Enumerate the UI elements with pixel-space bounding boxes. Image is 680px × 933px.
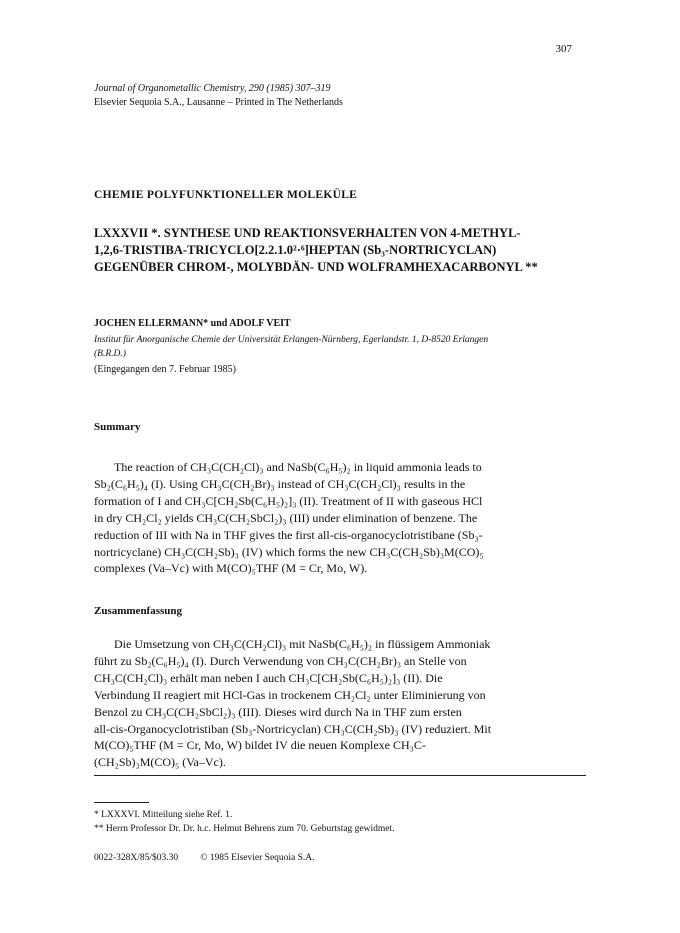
bottom-line (94, 853, 315, 863)
zusammenfassung-line: M(CO)₅THF (M = Cr, Mo, W) bildet IV die neuen Komplexe CH₃C- (94, 738, 426, 753)
title-line: 1,2,6-TRISTIBA-TRICYCLO[2.2.1.0²·⁶]HEPTAN (Sb₃-NORTRICYCLAN) (94, 243, 497, 257)
zusammenfassung-line: Benzol zu CH₃C(CH₂SbCl₂)₃ (III). Dieses wird durch Na in THF zum ersten (94, 704, 462, 719)
summary-line: Sb₂(C₆H₅)₄ (I). Using CH₃C(CH₂Br)₃ instead of CH₃C(CH₂Cl)₃ results in the (94, 476, 466, 491)
series-title: CHEMIE POLYFUNKTIONELLER MOLEKÜLE (94, 189, 358, 201)
footnote: * LXXXVI. Mitteilung siehe Ref. 1. (94, 810, 233, 820)
page-number: 307 (555, 43, 572, 55)
zusammenfassung-paragraph (94, 636, 586, 771)
publisher-line: Elsevier Sequoia S.A., Lausanne – Printed in The Netherlands (94, 97, 343, 108)
article-title (94, 225, 594, 276)
summary-line: complexes (Va–Vc) with M(CO)₅THF (M = Cr, Mo, W). (94, 561, 368, 576)
zusammenfassung-line: Verbindung II reagiert mit HCl-Gas in trockenem CH₂Cl₂ unter Eliminierung von (94, 687, 486, 702)
summary-line: in dry CH₂Cl₂ yields CH₃C(CH₂SbCl₂)₃ (III) under elimination of benzene. The (94, 510, 478, 525)
zusammenfassung-line: CH₃C(CH₂Cl)₃ erhält man neben I auch CH₃C[CH₂Sb(C₆H₅)₂]₃ (II). Die (94, 670, 443, 685)
zusammenfassung-line: führt zu Sb₂(C₆H₅)₄ (I). Durch Verwendung von CH₃C(CH₂Br)₃ an Stelle von (94, 653, 467, 668)
affiliation (94, 333, 594, 361)
copyright: © 1985 Elsevier Sequoia S.A. (200, 853, 315, 863)
received-date: (Eingegangen den 7. Februar 1985) (94, 364, 236, 375)
footnotes (94, 808, 395, 836)
journal-citation: Journal of Organometallic Chemistry, 290 (1985) 307–319 (94, 83, 331, 94)
title-line: GEGENÜBER CHROM-, MOLYBDÄN- UND WOLFRAMHEXACARBONYL ** (94, 260, 538, 274)
zusammenfassung-line: (CH₂Sb)₃M(CO)₅ (Va–Vc). (94, 755, 226, 770)
summary-line: reduction of III with Na in THF gives the first all-cis-organocyclotristibane (Sb₃- (94, 527, 483, 542)
zusammenfassung-line: all-cis-Organocyclotristiban (Sb₃-Nortricyclan) CH₃C(CH₂Sb)₃ (IV) reduziert. Mit (94, 721, 492, 736)
zusammenfassung-line: Die Umsetzung von CH₃C(CH₂Cl)₃ mit NaSb(C₆H₅)₂ in flüssigem Ammoniak (114, 637, 491, 651)
summary-line: The reaction of CH₃C(CH₂Cl)₃ and NaSb(C₆H₅)₂ in liquid ammonia leads to (114, 460, 482, 474)
footnote: ** Herrn Professor Dr. Dr. h.c. Helmut Behrens zum 70. Geburtstag gewidmet. (94, 824, 395, 834)
affiliation-line: Institut für Anorganische Chemie der Universität Erlangen-Nürnberg, Egerlandstr. 1, D-8520 Erlangen (94, 335, 489, 345)
issn-code: 0022-328X/85/$03.30 (94, 853, 179, 863)
footnote-divider (94, 802, 149, 803)
summary-line: nortricyclane) CH₃C(CH₂Sb)₃ (IV) which forms the new CH₃C(CH₂Sb)₃M(CO)₅ (94, 544, 484, 559)
summary-line: formation of I and CH₃C[CH₂Sb(C₆H₅)₂]₃ (II). Treatment of II with gaseous HCl (94, 493, 483, 508)
summary-heading: Summary (94, 421, 141, 433)
zusammenfassung-heading: Zusammenfassung (94, 605, 183, 617)
section-divider (94, 775, 586, 776)
affiliation-line: (B.R.D.) (94, 349, 126, 359)
authors: JOCHEN ELLERMANN* und ADOLF VEIT (94, 318, 291, 329)
title-line: LXXXVII *. SYNTHESE UND REAKTIONSVERHALTEN VON 4-METHYL- (94, 226, 521, 240)
summary-paragraph (94, 459, 586, 577)
journal-info (94, 82, 343, 110)
